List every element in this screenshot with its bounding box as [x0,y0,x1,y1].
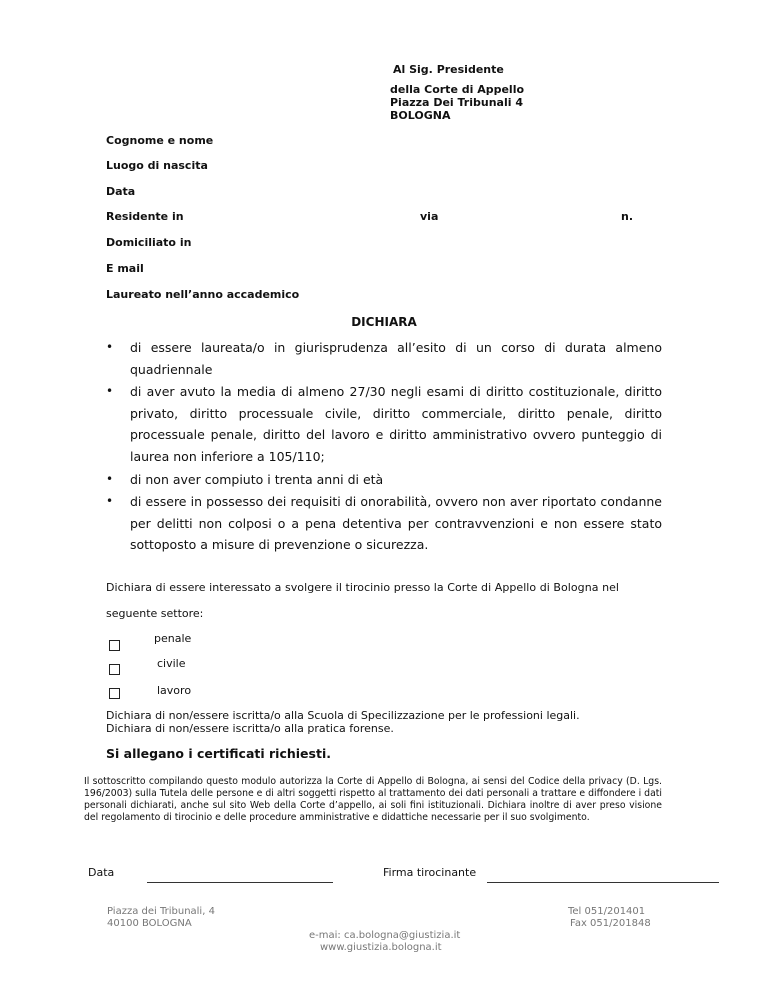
sector-label-lavoro: lavoro [157,684,192,697]
field-email: E mail [106,262,144,275]
checkbox-penale[interactable] [109,640,120,651]
checkbox-lavoro[interactable] [109,688,120,699]
recipient-line-2: della Corte di Appello [390,83,525,96]
declaration-item: • di essere in possesso dei requisiti di onorabilità, ovvero non aver riportato condanne per delitti non colposi o a pena detentiva per contravvenzioni e non essere stato sottoposto a misure di prevenzione o sicurezza. [106,491,662,556]
signature-data-label: Data [88,866,115,879]
footer-tel: Tel 051/201401 [568,906,646,917]
declaration-item: • di non aver compiuto i trenta anni di età [106,469,662,491]
footer-address-street: Piazza dei Tribunali, 4 [107,906,215,917]
field-luogo-nascita: Luogo di nascita [106,159,208,172]
interest-line-2: seguente settore: [106,607,204,620]
sector-label-penale: penale [154,632,192,645]
field-data: Data [106,185,136,198]
field-cognome-nome: Cognome e nome [106,134,214,147]
recipient-line-3: Piazza Dei Tribunali 4 [390,96,523,109]
field-laureato: Laureato nell’anno accademico [106,288,300,301]
declaration-item: • di essere laureata/o in giurisprudenza all’esito di un corso di durata almeno quadriennale [106,337,662,380]
school-line-1: Dichiara di non/essere iscritta/o alla Scuola di Specilizzazione per le professioni legali. [106,709,580,722]
allegati-heading: Si allegano i certificati richiesti. [106,746,331,761]
field-residente: Residente in [106,210,184,223]
footer-email: e-mai: ca.bologna@giustizia.it [309,930,461,941]
footer-fax: Fax 051/201848 [570,918,651,929]
signature-data-line[interactable] [147,882,333,883]
field-domiciliato: Domiciliato in [106,236,192,249]
dichiara-title: DICHIARA [351,315,417,329]
school-line-2: Dichiara di non/essere iscritta/o alla pratica forense. [106,722,394,735]
interest-line-1: Dichiara di essere interessato a svolgere il tirocinio presso la Corte di Appello di Bologna nel [106,581,620,594]
signature-firma-label: Firma tirocinante [383,866,477,879]
footer-address-city: 40100 BOLOGNA [107,918,192,929]
privacy-notice: Il sottoscritto compilando questo modulo autorizza la Corte di Appello di Bologna, ai sensi del Codice della privacy (D. Lgs. 196/2003) sulla Tutela delle persone e di altri soggetti rispetto al trattamento dei dati personali a trattare e diffondere i dati personali dichiarati, anche sul sito Web della Corte d’appello, ai soli fini istituzionali. Dichiara inoltre di aver preso visione del regolamento di tirocinio e delle procedure amministrative e didattiche necessarie per il suo svolgimento. [84,776,662,823]
field-numero: n. [621,210,634,223]
sector-label-civile: civile [157,657,186,670]
signature-firma-line[interactable] [487,882,719,883]
declarations-list [106,337,662,556]
recipient-city: BOLOGNA [390,109,451,122]
recipient-line-1: Al Sig. Presidente [393,63,504,76]
checkbox-civile[interactable] [109,664,120,675]
field-via: via [420,210,439,223]
footer-website: www.giustizia.bologna.it [320,942,442,953]
declaration-item: • di aver avuto la media di almeno 27/30 negli esami di diritto costituzionale, diritto privato, diritto processuale civile, diritto commerciale, diritto penale, diritto processuale penale, diritto del lavoro e diritto amministrativo ovvero punteggio di laurea non inferiore a 105/110; [106,381,662,467]
